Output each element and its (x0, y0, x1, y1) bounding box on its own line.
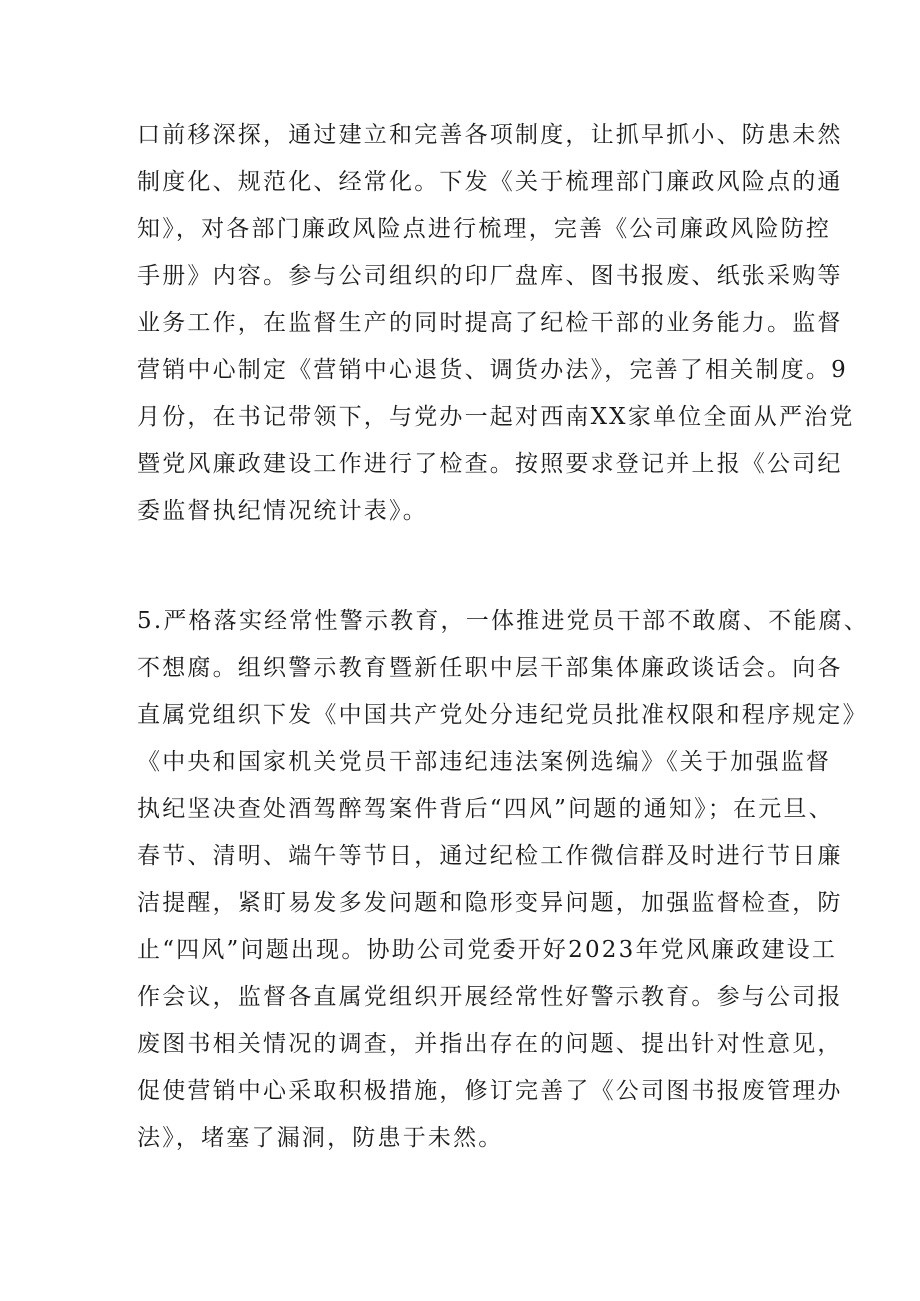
text-line: 暨党风廉政建设工作进行了检查。按照要求登记并上报《公司纪 (137, 451, 843, 477)
text-line: 口前移深探，通过建立和完善各项制度，让抓早抓小、防患未然 (137, 122, 843, 148)
text-line: 不想腐。组织警示教育暨新任职中层干部集体廉政谈话会。向各 (137, 655, 843, 681)
text-line: 知》，对各部门廉政风险点进行梳理，完善《公司廉政风险防控 (137, 216, 832, 242)
text-line: 制度化、规范化、经常化。下发《关于梳理部门廉政风险点的通 (137, 169, 843, 195)
text-line: 直属党组织下发《中国共产党处分违纪党员批准权限和程序规定》 (137, 702, 868, 728)
text-line: 执纪坚决查处酒驾醉驾案件背后“四风”问题的通知》；在元旦、 (137, 796, 834, 822)
text-line: 作会议，监督各直属党组织开展经常性好警示教育。参与公司报 (137, 984, 843, 1010)
paragraph-warning-education (137, 598, 869, 1162)
paragraph-supervision-systems (137, 112, 855, 535)
text-line: 委监督执纪情况统计表》。 (137, 498, 428, 524)
text-line: 促使营销中心采取积极措施，修订完善了《公司图书报废管理办 (137, 1078, 843, 1104)
text-line: 《中央和国家机关党员干部违纪违法案例选编》《关于加强监督 (137, 749, 832, 775)
text-line: 业务工作，在监督生产的同时提高了纪检干部的业务能力。监督 (137, 310, 843, 336)
text-line: 洁提醒，紧盯易发多发问题和隐形变异问题，加强监督检查，防 (137, 890, 843, 916)
text-line: 止“四风”问题出现。协助公司党委开好2023年党风廉政建设工 (137, 937, 838, 963)
text-line: 5.严格落实经常性警示教育，一体推进党员干部不敢腐、不能腐、 (137, 608, 869, 634)
text-line: 法》，堵塞了漏洞，防患于未然。 (137, 1125, 504, 1151)
text-line: 春节、清明、端午等节日，通过纪检工作微信群及时进行节日廉 (137, 843, 843, 869)
text-line: 手册》内容。参与公司组织的印厂盘库、图书报废、纸张采购等 (137, 263, 843, 289)
text-line: 废图书相关情况的调查，并指出存在的问题、提出针对性意见， (137, 1031, 843, 1057)
text-line: 月份，在书记带领下，与党办一起对西南XX家单位全面从严治党 (137, 404, 855, 430)
text-line: 营销中心制定《营销中心退货、调货办法》，完善了相关制度。9 (137, 357, 848, 383)
